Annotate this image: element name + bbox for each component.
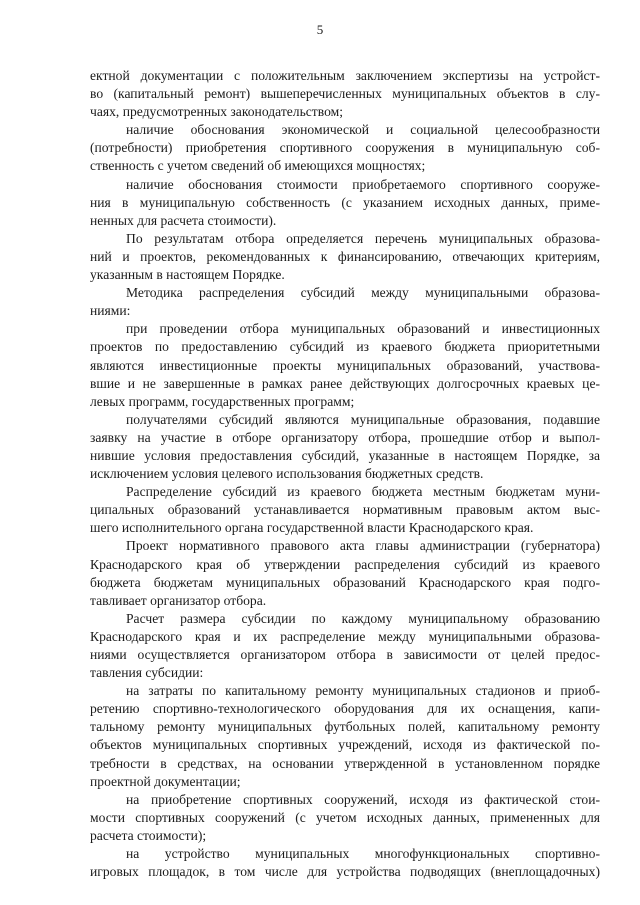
paragraph-line: на затраты по капитальному ремонту муниципальных стадионов и приоб-	[126, 683, 600, 699]
paragraph	[90, 121, 600, 175]
paragraph-line: во (капитальный ремонт) вышеперечисленных муниципальных объектов в слу-	[90, 86, 600, 102]
paragraph-line: нившие условия предоставления субсидий, указанные в настоящем Порядке, за	[90, 447, 600, 463]
paragraph	[90, 845, 600, 881]
paragraph	[90, 483, 600, 537]
paragraph	[90, 791, 600, 845]
paragraph-line: ний и проектов, рекомендованных к финансированию, отвечающих критериям,	[90, 248, 600, 264]
paragraph-line: наличие обоснования экономической и социальной целесообразности	[126, 122, 600, 138]
paragraph-line: шего исполнительного органа государственной власти Краснодарского края.	[90, 520, 534, 536]
paragraph-line: ектной документации с положительным заключением экспертизы на устройст-	[90, 68, 600, 83]
document-body	[90, 67, 600, 881]
paragraph-line: заявку на участие в отборе организатору отбора, прошедшие отбор и выпол-	[90, 429, 600, 445]
paragraph	[90, 411, 600, 483]
paragraph-line: Проект нормативного правового акта главы администрации (губернатора)	[126, 538, 600, 554]
paragraph-line: По результатам отбора определяется перечень муниципальных образова-	[126, 230, 600, 246]
paragraph-line: игровых площадок, в том числе для устройства подводящих (внеплощадочных)	[90, 864, 600, 880]
paragraph-line: тавления субсидии:	[90, 665, 204, 681]
paragraph-line: ниями:	[90, 303, 131, 319]
paragraph-line: проектной документации;	[90, 773, 241, 789]
paragraph-line: наличие обоснования стоимости приобретаемого спортивного сооруже-	[126, 176, 600, 192]
paragraph-line: ненных для расчета стоимости).	[90, 212, 277, 228]
paragraph-line: Краснодарского края и их распределение между муниципальными образова-	[90, 628, 600, 644]
paragraph	[90, 176, 600, 230]
paragraph-line: при проведении отбора муниципальных образований и инвестиционных	[126, 321, 600, 337]
paragraph-line: исключением условия целевого использования бюджетных средств.	[90, 466, 484, 482]
paragraph-line: Расчет размера субсидии по каждому муниципальному образованию	[126, 610, 600, 626]
paragraph	[90, 610, 600, 682]
paragraph-line: ретению спортивно-технологического оборудования для их оснащения, капи-	[90, 701, 600, 717]
paragraph-line: Краснодарского края об утверждении распределения субсидий из краевого	[90, 556, 600, 572]
paragraph-line: на приобретение спортивных сооружений, исходя из фактической стои-	[126, 791, 600, 807]
paragraph	[90, 682, 600, 791]
paragraph-line: бюджета бюджетам муниципальных образований Краснодарского края подго-	[90, 574, 600, 590]
paragraph-line: тальному ремонту муниципальных футбольных полей, капитальному ремонту	[90, 719, 600, 735]
paragraph-line: на устройство муниципальных многофункциональных спортивно-	[126, 846, 600, 862]
paragraph-line: получателями субсидий являются муниципальные образования, подавшие	[126, 411, 600, 427]
paragraph-line: указанным в настоящем Порядке.	[90, 267, 285, 283]
paragraph-line: вшие и не завершенные в рамках ранее действующих долгосрочных краевых це-	[90, 375, 600, 391]
paragraph-line: являются инвестиционные проекты муниципальных образований, участвова-	[90, 357, 600, 373]
paragraph-line: (потребности) приобретения спортивного сооружения в муниципальную соб-	[90, 140, 600, 156]
paragraph-line: расчета стоимости);	[90, 827, 207, 843]
paragraph-line: объектов муниципальных спортивных учреждений, исходя из фактической по-	[90, 737, 600, 753]
paragraph-line: ципальных образований устанавливается нормативным правовым актом выс-	[90, 502, 600, 518]
page-number: 5	[316, 22, 324, 37]
paragraph-line: ниями осуществляется организатором отбора в зависимости от целей предос-	[90, 647, 600, 662]
paragraph	[90, 230, 600, 284]
paragraph-line: чаях, предусмотренных законодательством;	[90, 104, 343, 120]
paragraph-line: Методика распределения субсидий между муниципальными образова-	[126, 285, 600, 301]
paragraph-line: ственность с учетом сведений об имеющихся мощностях;	[90, 158, 426, 174]
paragraph-line: мости спортивных сооружений (с учетом исходных данных, примененных для	[90, 809, 600, 825]
paragraph-line: левых программ, государственных программ;	[90, 393, 355, 409]
paragraph-line: требности в средствах, на основании утвержденной в установленном порядке	[90, 755, 600, 771]
paragraph-line: проектов по предоставлению субсидий из краевого бюджета приоритетными	[90, 339, 600, 355]
paragraph-line: тавливает организатор отбора.	[90, 592, 267, 608]
paragraph	[90, 537, 600, 609]
paragraph-line: ния в муниципальную собственность (с указанием исходных данных, приме-	[90, 194, 600, 210]
paragraph	[90, 320, 600, 410]
paragraph-line: Распределение субсидий из краевого бюджета местным бюджетам муни-	[126, 484, 600, 500]
paragraph	[90, 67, 600, 121]
paragraph	[90, 284, 600, 320]
